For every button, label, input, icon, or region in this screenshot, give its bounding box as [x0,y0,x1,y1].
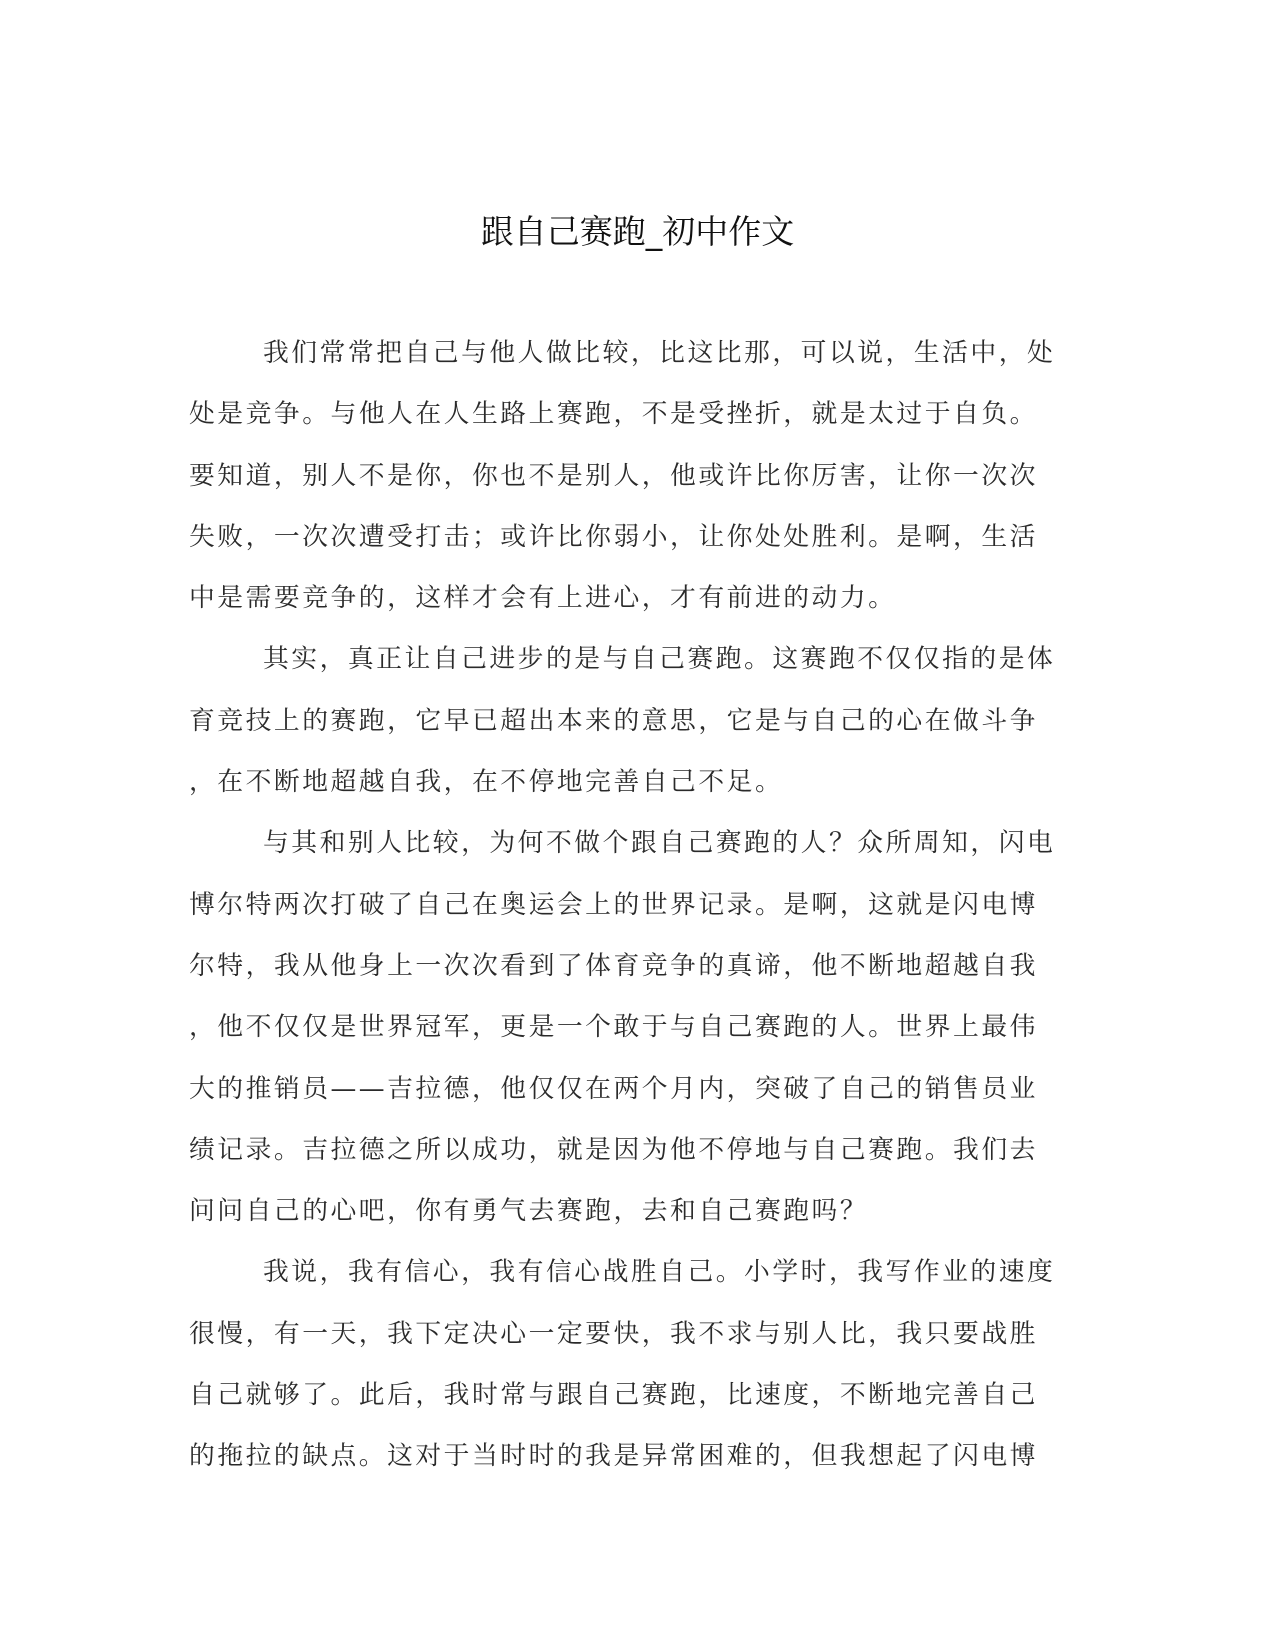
text-line: 与其和别人比较，为何不做个跟自己赛跑的人？众所周知，闪电 [263,828,1056,859]
text-line: 自己就够了。此后，我时常与跟自己赛跑，比速度，不断地完善自己 [189,1380,1038,1411]
paragraph-2 [189,629,1069,813]
paragraph-1 [189,323,1069,629]
text-line: 问问自己的心吧，你有勇气去赛跑，去和自己赛跑吗？ [189,1196,869,1227]
text-line: 博尔特两次打破了自己在奥运会上的世界记录。是啊，这就是闪电博 [189,889,1038,920]
text-line: 要知道，别人不是你，你也不是别人，他或许比你厉害，让你一次次 [189,460,1038,491]
text-line: 很慢，有一天，我下定决心一定要快，我不求与别人比，我只要战胜 [189,1318,1038,1349]
text-line: 尔特，我从他身上一次次看到了体育竞争的真谛，他不断地超越自我 [189,950,1038,981]
text-line: ，他不仅仅是世界冠军，更是一个敢于与自己赛跑的人。世界上最伟 [189,1012,1038,1043]
text-line: 育竞技上的赛跑，它早已超出本来的意思，它是与自己的心在做斗争 [189,705,1038,736]
text-line: 其实，真正让自己进步的是与自己赛跑。这赛跑不仅仅指的是体 [263,644,1056,675]
text-line: 处是竞争。与他人在人生路上赛跑，不是受挫折，就是太过于自负。 [189,399,1038,430]
paragraph-4 [189,1242,1069,1487]
text-line: 中是需要竞争的，这样才会有上进心，才有前进的动力。 [189,583,897,614]
paragraph-3 [189,813,1069,1242]
text-line: 绩记录。吉拉德之所以成功，就是因为他不停地与自己赛跑。我们去 [189,1134,1038,1165]
article-body [189,323,1069,1488]
text-line: ，在不断地超越自我，在不停地完善自己不足。 [189,767,784,798]
text-line: 我们常常把自己与他人做比较，比这比那，可以说，生活中，处 [263,338,1056,368]
text-line: 失败，一次次遭受打击；或许比你弱小，让你处处胜利。是啊，生活 [189,521,1038,552]
text-line: 我说，我有信心，我有信心战胜自己。小学时，我写作业的速度 [263,1257,1056,1288]
text-line: 的拖拉的缺点。这对于当时时的我是异常困难的，但我想起了闪电博 [189,1441,1038,1472]
document-title: 跟自己赛跑_初中作文 [480,212,795,251]
text-line: 大的推销员——吉拉德，他仅仅在两个月内，突破了自己的销售员业 [189,1073,1038,1104]
